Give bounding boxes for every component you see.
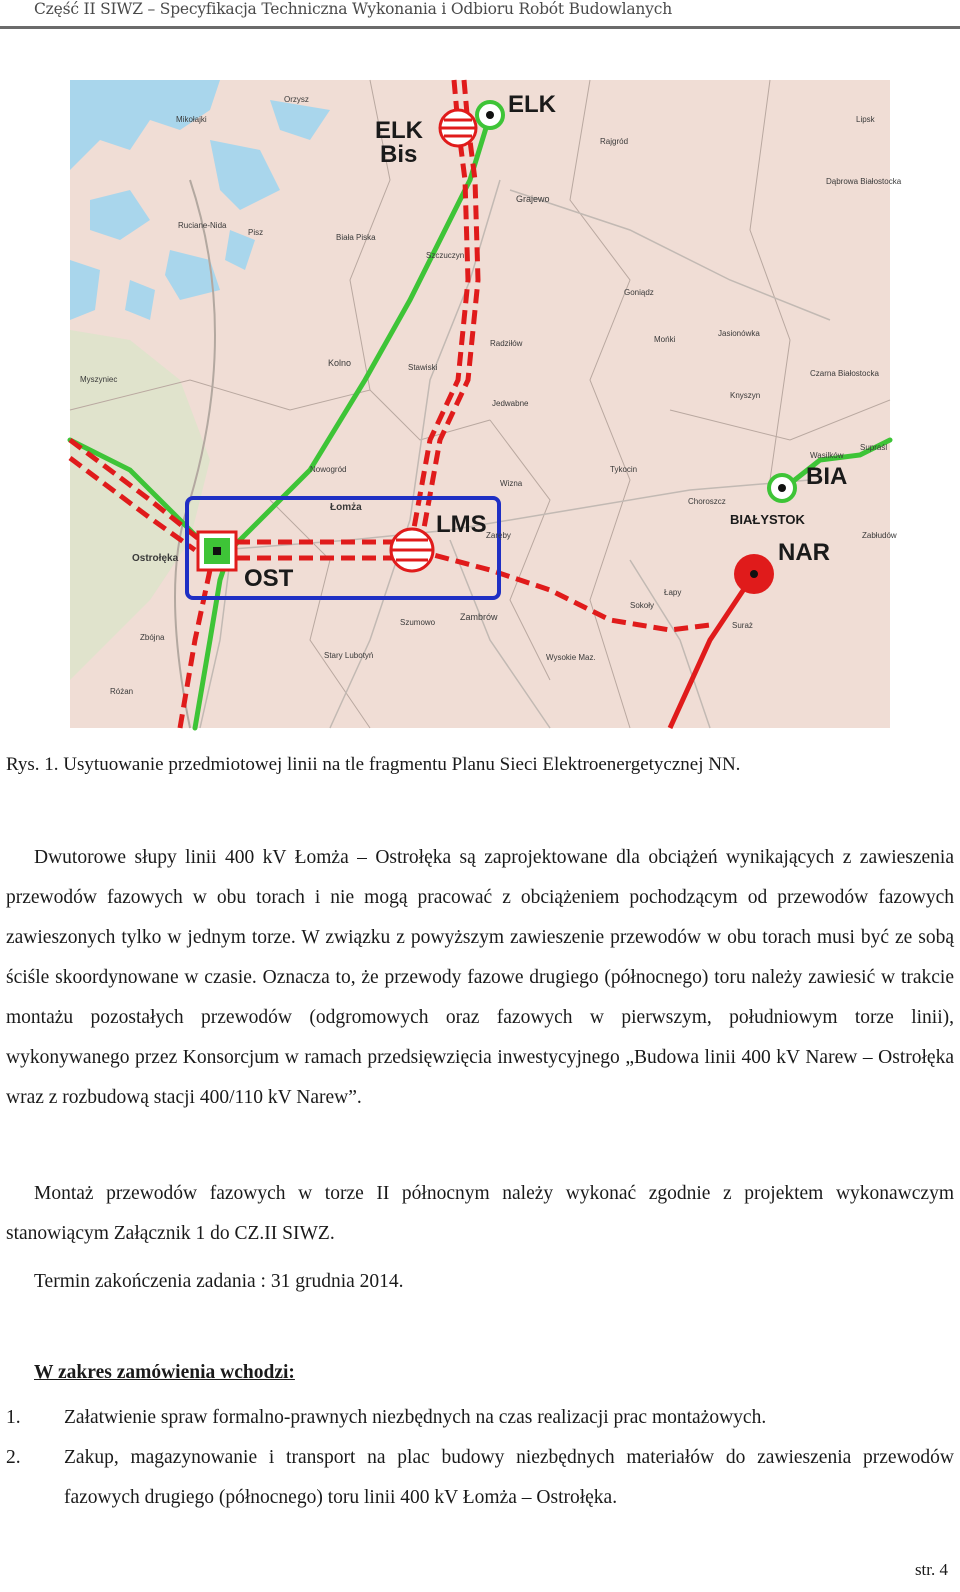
town-lipsk: Lipsk [856, 115, 875, 124]
town-zanklewo: Zaręby [486, 531, 511, 540]
paragraph-1-text: Dwutorowe słupy linii 400 kV Łomża – Ostrołęka są zaprojektowane dla obciążeń wynikających z zawieszenia przewodów fazowych w obu torach i nie mogą pracować z obciążeniem pochodzącym od przewodów fazowych zawieszonych tylko w jednym torze. W związku z powyższym zawieszenie przewodów w obu torach musi być ze sobą ściśle skoordynowane w czasie. Oznacza to, że przewody fazowe drugiego (północnego) toru należy zawiesić w trakcie montażu pozostałych przewodów (odgromowych oraz fazowych w pierwszym, południowym torze linii), wykonywanego przez Konsorcjum w ramach przedsięwzięcia inwestycyjnego „Budowa linii 400 kV Narew – Ostrołęka wraz z rozbudową stacji 400/110 kV Narew”. [6, 847, 954, 1108]
power-grid-map [70, 80, 902, 728]
town-ruciane: Ruciane-Nida [178, 221, 227, 230]
town-jasionowka: Jasionówka [718, 329, 760, 338]
label-bialystok: BIAŁYSTOK [730, 512, 805, 527]
town-pisz: Pisz [248, 228, 264, 237]
town-zabl: Zabłudów [862, 531, 897, 540]
town-rozan: Różan [110, 687, 134, 696]
town-radzilow: Radziłów [490, 339, 523, 348]
list-item [6, 1438, 954, 1518]
town-rajgrod: Rajgród [600, 137, 629, 146]
town-wizna: Wizna [500, 479, 523, 488]
label-bia: BIA [806, 463, 848, 490]
map-canvas [70, 80, 902, 728]
town-grajewo: Grajewo [516, 194, 550, 204]
town-jedwabne: Jedwabne [492, 399, 529, 408]
label-elk: ELK [508, 91, 556, 118]
paragraph-1 [6, 838, 954, 1118]
label-elk-bis-1: ELK [375, 117, 423, 144]
town-stawiski: Stawiski [408, 363, 438, 372]
town-dabrowa: Dąbrowa Białostocka [826, 177, 902, 186]
town-kolno: Kolno [328, 358, 352, 368]
town-stary-lubotyn: Stary Lubotyń [324, 651, 374, 660]
town-wasilkow: Wasilków [810, 451, 844, 460]
list-item-number: 1. [6, 1407, 21, 1428]
town-nowogrod: Nowogród [310, 465, 347, 474]
list-item-text: Zakup, magazynowanie i transport na plac budowy niezbędnych materiałów do zawieszenia przewodów fazowych drugiego (północnego) toru linii 400 kV Łomża – Ostrołęka. [64, 1447, 954, 1508]
station-lms [391, 529, 433, 571]
station-bia [769, 475, 795, 501]
label-lms: LMS [436, 511, 487, 538]
town-zambrow: Zambrów [460, 612, 498, 622]
town-wysokie-maz: Wysokie Maz. [546, 653, 596, 662]
town-myszyniec: Myszyniec [80, 375, 118, 384]
town-czarna: Czarna Białostocka [810, 369, 879, 378]
page-header [0, 0, 960, 30]
town-orzysz: Orzysz [284, 95, 309, 104]
station-nar [734, 554, 774, 594]
scope-list [6, 1398, 954, 1518]
town-choroszcz: Choroszcz [688, 497, 726, 506]
paragraph-2 [6, 1174, 954, 1254]
town-sokoly: Sokoły [630, 601, 655, 610]
town-knyszyn: Knyszyn [730, 391, 761, 400]
label-ost: OST [244, 565, 294, 592]
town-mikolajki: Mikołajki [176, 115, 207, 124]
town-surazh: Suraż [732, 621, 753, 630]
paragraph-3: Termin zakończenia zadania : 31 grudnia 2014. [34, 1271, 404, 1292]
page-number: str. 4 [914, 1560, 948, 1579]
town-ostroleka: Ostrołęka [132, 553, 179, 564]
town-tykocin: Tykocin [610, 465, 638, 474]
list-item [6, 1398, 954, 1438]
town-monki: Mońki [654, 335, 676, 344]
town-supr: Supraśl [860, 443, 888, 452]
header-title: Część II SIWZ – Specyfikacja Techniczna Wykonania i Odbioru Robót Budowlanych [34, 0, 672, 18]
station-elk [477, 102, 503, 128]
town-lomza: Łomża [330, 502, 362, 513]
header-divider [0, 26, 960, 29]
list-item-text: Załatwienie spraw formalno-prawnych niezbędnych na czas realizacji prac montażowych. [64, 1407, 767, 1428]
station-elk-bis [440, 110, 476, 146]
town-szczuczyn: Szczuczyn [426, 251, 465, 260]
town-zbojna: Zbójna [140, 633, 165, 642]
list-item-number: 2. [6, 1447, 21, 1468]
town-biala-piska: Biała Piska [336, 233, 376, 242]
station-ost [198, 532, 236, 570]
town-szumowo: Szumowo [400, 618, 436, 627]
label-elk-bis-2: Bis [380, 141, 418, 168]
paragraph-2-text: Montaż przewodów fazowych w torze II północnym należy wykonać zgodnie z projektem wykonawczym stanowiącym Załącznik 1 do CZ.II SIWZ. [6, 1183, 954, 1244]
town-lapy: Łapy [664, 588, 682, 597]
town-goniadz: Goniądz [624, 288, 654, 297]
map-background [70, 80, 890, 728]
label-nar: NAR [778, 539, 830, 566]
section-title: W zakres zamówienia wchodzi: [34, 1362, 295, 1383]
figure-caption: Rys. 1. Usytuowanie przedmiotowej linii na tle fragmentu Planu Sieci Elektroenergetycznej NN. [6, 754, 741, 775]
